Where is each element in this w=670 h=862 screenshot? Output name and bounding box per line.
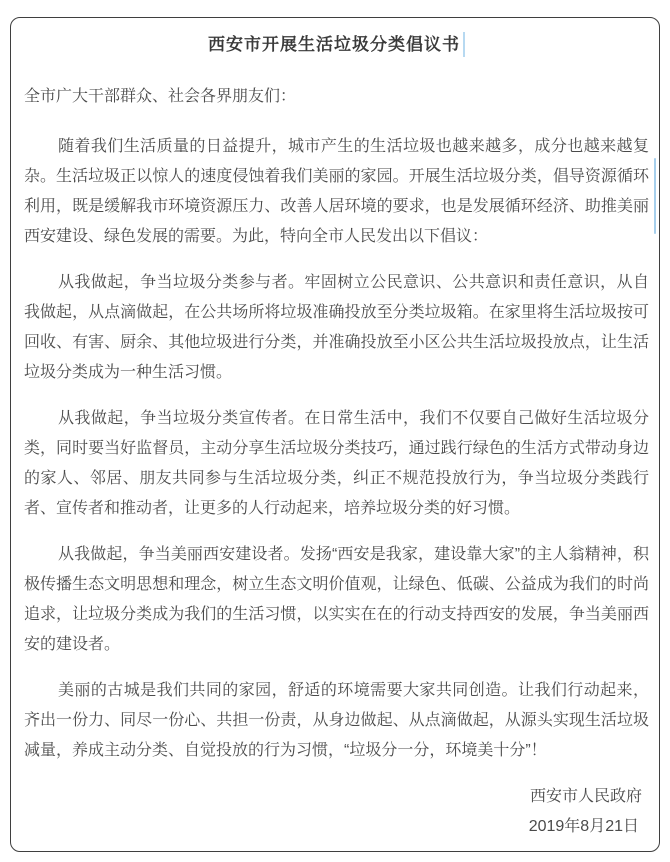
salutation-line: 全市广大干部群众、社会各界朋友们：	[24, 88, 297, 105]
body-paragraph-4: 从我做起，争当美丽西安建设者。发扬“西安是我家，建设靠大家”的主人翁精神，积极传播生态文明思想和理念，树立生态文明价值观，让绿色、低碳、公益成为我们的时尚追求，让垃圾分类成为我们的生活习惯，以实实在在的行动支持西安的发展，争当美丽西安的建设者。	[24, 546, 649, 653]
body-paragraph-2: 从我做起，争当垃圾分类参与者。牢固树立公民意识、公共意识和责任意识，从自我做起，从点滴做起，在公共场所将垃圾准确投放至分类垃圾箱。在家里将生活垃圾按可回收、有害、厨余、其他垃圾进行分类，并准确投放至小区公共生活垃圾投放点，让生活垃圾分类成为一种生活习惯。	[24, 274, 649, 381]
signature-line: 西安市人民政府	[529, 788, 642, 805]
document-card[interactable]	[10, 17, 660, 852]
body-paragraph-3: 从我做起，争当垃圾分类宣传者。在日常生活中，我们不仅要自己做好生活垃圾分类，同时要当好监督员，主动分享生活垃圾分类技巧，通过践行绿色的生活方式带动身边的家人、邻居、朋友共同参与生活垃圾分类，纠正不规范投放行为，争当垃圾分类践行者、宣传者和推动者，让更多的人行动起来，培养垃圾分类的好习惯。	[24, 410, 649, 517]
document-title: 西安市开展生活垃圾分类倡议书	[208, 35, 460, 54]
document-title-line	[24, 30, 649, 60]
scrollbar-thumb[interactable]	[654, 158, 656, 234]
body-paragraph-1: 随着我们生活质量的日益提升，城市产生的生活垃圾也越来越多，成分也越来越复杂。生活垃圾正以惊人的速度侵蚀着我们美丽的家园。开展生活垃圾分类，倡导资源循环利用，既是缓解我市环境资源压力、改善人居环境的要求，也是发展循环经济、助推美丽西安建设、绿色发展的需要。为此，特向全市人民发出以下倡议：	[24, 138, 649, 245]
text-caret	[463, 32, 465, 57]
date-line: 2019年8月21日	[528, 818, 639, 835]
body-paragraph-5: 美丽的古城是我们共同的家园，舒适的环境需要大家共同创造。让我们行动起来，齐出一份力、同尽一份心、共担一份责，从身边做起、从点滴做起，从源头实现生活垃圾减量，养成主动分类、自觉投放的行为习惯，“垃圾分一分，环境美十分”！	[24, 682, 649, 759]
